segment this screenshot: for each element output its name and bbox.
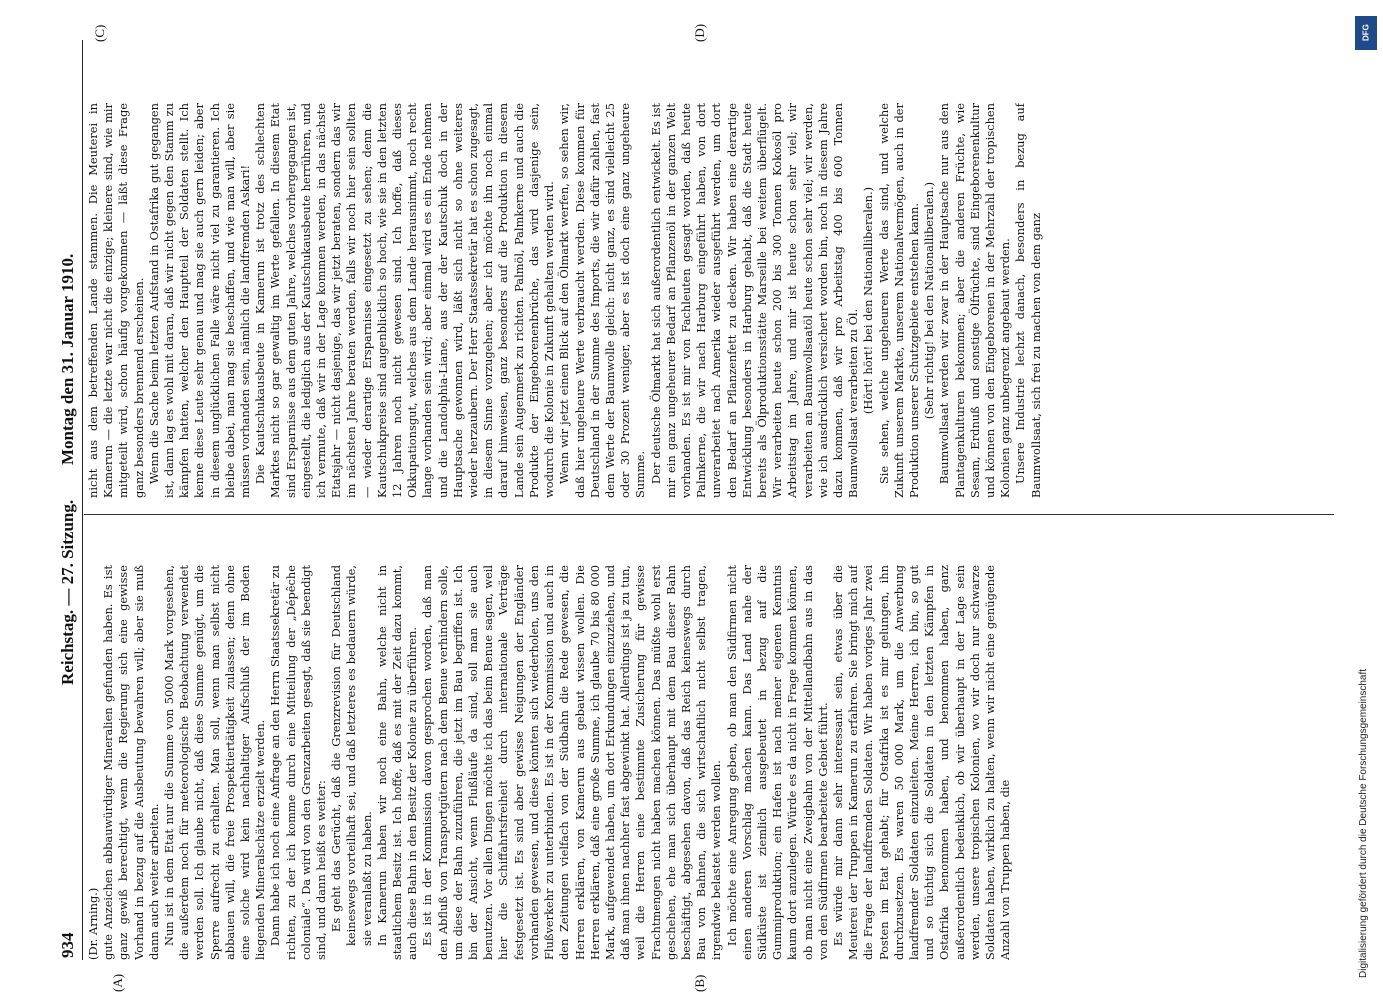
right-column — [86, 103, 1326, 498]
paragraph: Wenn die Sache beim letzten Aufstand in Ostafrika gut gegangen ist, dann lag es wohl mit daran, daß wir nicht gegen den Stamm zu kämpfen hatten, welcher den Hauptteil der Soldaten stellt. Ich kenne diese Leute sehr genau und mag sie auch gern leiden; aber in diesem unglücklichen Falle wäre nicht viel zu garantieren. Ich bleibe dabei, man mag sie beschaffen, und wie man will, aber sie müssen vorhanden sein, nämlich die landfremden Askari! — [146, 103, 253, 498]
left-column — [86, 565, 1326, 960]
dfg-logo: DFG — [1355, 16, 1377, 50]
paragraph: Unsere Industrie lechzt danach, besonders in bezug auf Baumwollsaat, sich frei zu machen von dem ganz — [1013, 103, 1043, 498]
paragraph: Der deutsche Ölmarkt hat sich außerordentlich entwickelt. Es ist mir ein ganz ungeheurer Bedarf an Pflanzenöl in der ganzen Welt vorhanden. Es ist mir von Fachleuten gesagt worden, daß heute Palmkerne, die wir nach Harburg eingeführt haben, von dort unverarbeitet nach Amerika wieder ausgeführt werden, um dort den Bedarf an Pflanzenfett zu decken. Wir haben eine derartige Entwicklung besonders in Harburg gehabt, daß die Stadt heute bereits als Ölproduktionsstätte Marseille bei weitem überflügelt. Wir verarbeiten heute schon 200 bis 300 Tonnen Kokosöl pro Arbeitstag im Jahre, und mir ist heute schon sehr viel; wir verarbeiten an Baumwollsaatöl heute schon sehr viel; wir werden, wie ich ausdrücklich versichert worden bin, noch in diesem Jahre dazu kommen, daß wir pro Arbeitstag 400 bis 600 Tonnen Baumwollsaat verarbeiten zu Öl. — [648, 103, 861, 498]
column-divider — [84, 514, 1334, 515]
interjection: (Sehr richtig! bei den Nationalliberalen.) — [922, 181, 937, 420]
paragraph: gute Anzeichen abbauwürdiger Mineralien gefunden haben. Es ist ganz gewiß berechtigt, wenn die Regierung sich eine gewisse Vorhand in bezug auf die Ausbeutung bewahren will; aber sie muß dann auch weiter arbeiten. — [101, 565, 161, 960]
header-date: Montag den 31. Januar 1910. — [58, 253, 77, 465]
page-header — [58, 110, 80, 970]
header-rule — [82, 40, 83, 960]
paragraph: Es würde mir dann sehr interessant sein, etwas über die Meuterei der Truppen in Kamerun zu erfahren. Sie bringt mich auf die Frage der landfremden Soldaten. Wir haben voriges Jahr zwei Posten im Etat gehabt; für Ostafrika ist es mir gelungen, ihn durchzusetzen. Es waren 50 000 Mark, um die Anwerbung landfremder Soldaten einzuleiten. Meine Herren, ich bin, so gut und so tüchtig sich die Soldaten in den letzten Kämpfen in Ostafrika benommen haben, und benommen haben, ganz außerordentlich bedenklich, ob wir überhaupt in der Lage sein werden, unsere tropischen Kolonien, wo wir doch nur schwarze Soldaten haben, wirklich zu halten, wenn wir nicht eine genügende Anzahl von Truppen haben, die — [830, 565, 1013, 960]
margin-mark-d: (D) — [692, 23, 707, 42]
margin-mark-b: (B) — [692, 974, 707, 992]
page-number: 934 — [58, 932, 77, 958]
paragraph: Es ist in der Kommission davon gesprochen worden, daß man den Abfluß von Transportgütern nach dem Benue verhindern solle, um diese der Bahn zuzuführen, die jetzt im Bau begriffen ist. Ich bin der Ansicht, wenn Flußläufe da sind, soll man sie auch benutzen. Vor allen Dingen möchte ich das beim Benue sagen, weil hier die Schiffahrtsfreiheit durch internationale Verträge festgesetzt ist. Es sind aber gewisse Neigungen der Engländer vorhanden gewesen, und diese könnten sich wiederholen, uns den Flußverkehr zu unterbinden. Es ist in der Kommission und auch in den Zeitungen vielfach von der Südbahn die Rede gewesen, die Herren erklären, von Kamerun aus gebaut wissen wollen. Die Herren erklären, daß eine große Summe, ich glaube 70 bis 80 000 Mark, aufgewendet haben, um dort Erkundungen einzuziehen, und daß man ihnen nachher fast abgewinkt hat. Allerdings ist ja zu tun, weil die Herren eine bestimmte Zusicherung für gewisse Frachtmengen nicht haben machen können. Das müßte wohl erst geschehen, ehe man sich überhaupt mit dem Bau dieser Bahn beschäftigt, abgesehen davon, daß das Reich keineswegs durch Bau von Bahnen, die sich wirtschaftlich nicht selbst tragen, irgendwie belastet werden wollen. — [420, 565, 724, 960]
margin-mark-c: (C) — [92, 24, 107, 42]
paragraph: Ich möchte eine Anregung geben, ob man den Südfirmen nicht einen anderen Vorschlag machen kann. Das Land nahe der Südküste ist ziemlich ausgebeutet in bezug auf die Gummiproduktion; ein Hafen ist nach meiner eigenen Kenntnis kaum dort anzulegen. Würde es da nicht in Frage kommen können, ob man nicht eine Zweigbahn von der Mittellandbahn aus in das von den Südfirmen bearbeitete Gebiet führt. — [724, 565, 830, 960]
interjection: (Hört! hört! bei den Nationalliberalen.) — [861, 186, 876, 415]
paragraph: In Kamerun haben wir noch eine Bahn, welche nicht in staatlichem Besitz ist. Ich hoffe, daß es mit der Zeit dazu kommt, auch diese Bahn in den Besitz der Kolonie zu überführen. — [374, 565, 420, 960]
paragraph: Dann habe ich noch eine Anfrage an den Herrn Staatssekretär zu richten, zu der ich komme durch eine Mitteilung der „Dépêche coloniale“. Da wird von den Grenzarbeiten gesagt, daß sie beendigt sind, und dann heißt es weiter: — [268, 565, 329, 960]
paragraph: Baumwollsaat werden wir zwar in der Hauptsache nur aus den Plantagenkulturen bekommen; aber die anderen Früchte, wie Sesam, Erdnuß und sonstige Ölfrüchte, sind Eingeborenenkultur und können von den Eingeborenen in der Mehrzahl der tropischen Kolonien ganz unbegrenzt angebaut werden. — [937, 103, 1013, 498]
digitization-sidebar — [1352, 10, 1380, 990]
header-session: Reichstag. — 27. Sitzung. — [58, 499, 77, 685]
speaker-label: (Dr. Arning.) — [86, 887, 100, 960]
paragraph: Die Kautschukausbeute in Kamerun ist trotz des schlechten Marktes nicht so gar gewaltig im Werte gefallen. In diesem Etat sind Ersparnisse aus dem guten Jahre, welches vorhergegangen ist, eingestellt, die lediglich aus der Kautschukausbeute herrühren, und ich vermute, daß wir in der Lage kommen werden, in das nächste Etatsjahr — nicht dasjenige, das wir jetzt beraten, sondern das wir im nächsten Jahre beraten werden, falls wir noch hier sein sollten — wieder derartige Ersparnisse eingesetzt zu sehen; denn die Kautschukpreise sind augenblicklich so hoch, wie sie in den letzten 12 Jahren noch nicht gewesen sind. Ich hoffe, daß dieses Okkupationsgut, welches aus dem Lande herausnimmt, noch recht lange vorhanden sein wird; aber einmal wird es ein Ende nehmen und die Landolphia-Liane, aus der der Kautschuk doch in der Hauptsache gewonnen wird, läßt sich nicht so ohne weiteres wieder herzaubern. Der Herr Staatssekretär hat es schon zugesagt, in diesem Sinne vorzugehen; aber ich möchte ihn noch einmal darauf hinweisen, ganz besonders auf die Produktion in diesem Lande sein Augenmerk zu richten. Palmöl, Palmkerne und auch die Produkte der Eingeborenenbrüche, das wird dasjenige sein, wodurch die Kolonie in Zukunft gehalten werden wird. — [253, 103, 557, 498]
paragraph: Wenn wir jetzt einen Blick auf den Ölmarkt werfen, so sehen wir, daß hier ungeheure Werte verbraucht werden. Diese kommen für Deutschland in der Summe des Imports, die wir dafür zahlen, fast dem Werte der Baumwolle gleich: nicht ganz, es sind vielleicht 25 oder 30 Prozent weniger, aber es ist doch eine ganz ungeheure Summe. — [557, 103, 648, 498]
paragraph: Nun ist in dem Etat nur die Summe von 5000 Mark vorgesehen, die außerdem noch für meteorologische Beobachtung verwendet werden soll. Ich glaube nicht, daß diese Summe genügt, um die Sperre aufrecht zu erhalten. Man soll, wenn man selbst nicht abbauen will, die freie Prospektiertätigkeit zulassen; denn ohne eine solche wird kein nachhaltiger Aufschluß der im Boden liegenden Mineralschätze erzielt werden. — [162, 565, 268, 960]
paragraph: Sie sehen, welche ungeheuren Werte das sind, und welche Zukunft unserem Markte, unserem Nationalvermögen, auch in der Produktion unserer Schutzgebiete entstehen kann. — [876, 103, 921, 498]
digitization-credit: Digitalisierung gefördert durch die Deutsche Forschungsgemeinschaft — [1358, 668, 1369, 978]
margin-mark-a: (A) — [110, 973, 125, 992]
quotation: Es geht das Gerücht, daß die Grenzrevision für Deutschland keineswegs vorteilhaft sei, und daß letzteres es bedauern würde, sie veranlaßt zu haben. — [329, 565, 374, 946]
paragraph: nicht aus dem betreffenden Lande stammen. Die Meuterei in Kamerun — die letzte war nicht die einzige; kleinere sind, wie mir mitgeteilt wird, schon häufig vorgekommen — läßt diese Frage ganz besonders brennend erscheinen. — [86, 103, 146, 498]
